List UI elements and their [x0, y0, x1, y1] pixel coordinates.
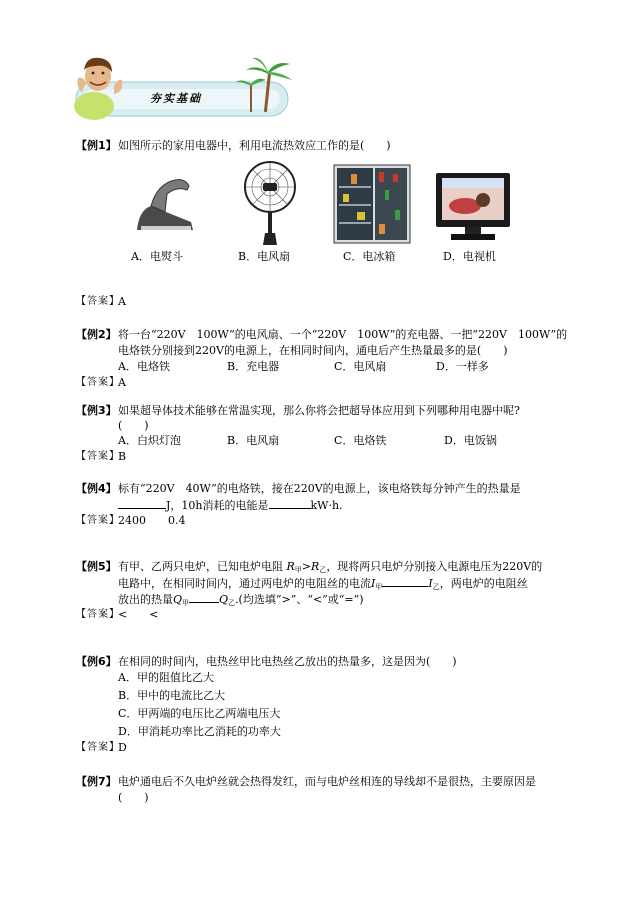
ex4-line2-end: kW·h.	[310, 499, 343, 512]
ex5-i-symbol: I	[371, 577, 376, 590]
ex5-tag: 【例5】	[76, 560, 117, 573]
ex2-tag: 【例2】	[76, 328, 117, 341]
header-illustration	[70, 52, 296, 124]
ex6-option-c: C．甲两端的电压比乙两端电压大	[118, 707, 281, 720]
ex6-answer: D	[118, 741, 127, 754]
fan-icon	[241, 161, 299, 247]
ex1-option-c: C．电冰箱	[343, 250, 396, 263]
ex5-r-symbol-2: R	[311, 560, 320, 573]
ex1-answer-tag: 【答案】	[76, 296, 120, 307]
iron-icon	[131, 176, 199, 234]
header-banner	[70, 52, 296, 124]
ex5-line1-text: 有甲、乙两只电炉，已知电炉电阻	[118, 560, 283, 573]
ex5-r-symbol: R	[286, 560, 295, 573]
ex1-option-d: D．电视机	[443, 250, 496, 263]
ex4-blank-energy[interactable]	[269, 497, 311, 509]
ex5-blank-current[interactable]	[382, 575, 428, 587]
fridge-icon	[333, 164, 411, 244]
ex1-question: 如图所示的家用电器中，利用电流热效应工作的是( )	[118, 139, 391, 152]
ex5-line1-end: ，现将两只电炉分别接入电源电压为220V的	[326, 560, 543, 573]
ex3-option-d: D．电饭锅	[444, 434, 497, 447]
ex5-answer: < <	[118, 608, 159, 621]
ex5-sub-yi: 乙	[319, 566, 327, 574]
ex4-line2-mid: J，10h消耗的电能是	[166, 499, 269, 512]
ex7-line2: ( )	[118, 791, 149, 804]
ex5-answer-tag: 【答案】	[76, 609, 120, 620]
ex5-gt: >	[301, 560, 312, 573]
ex7-tag: 【例7】	[76, 775, 117, 788]
ex2-option-d: D．一样多	[436, 360, 489, 373]
ex2-option-b: B．充电器	[227, 360, 280, 373]
ex2-option-c: C．电风扇	[334, 360, 387, 373]
ex5-line3-end: .(均选填“>”、“<”或“=”)	[235, 593, 364, 606]
ex6-option-b: B．甲中的电流比乙大	[118, 689, 226, 702]
ex2-option-a: A．电烙铁	[118, 360, 170, 373]
ex6-option-d: D．甲消耗功率比乙消耗的功率大	[118, 725, 281, 738]
ex5-i-symbol-2: I	[428, 577, 433, 590]
ex6-tag: 【例6】	[76, 655, 117, 668]
ex1-option-a: A．电熨斗	[131, 250, 183, 263]
ex2-line2: 电烙铁分别接到220V的电源上，在相同时间内，通电后产生热量最多的是( )	[118, 344, 508, 357]
ex3-line1: 如果超导体技术能够在常温实现，那么你将会把超导体应用到下列哪种用电器中呢?	[118, 404, 520, 417]
ex3-option-c: C．电烙铁	[334, 434, 387, 447]
ex1-answer: A	[118, 295, 126, 308]
ex3-option-a: A．白炽灯泡	[118, 434, 181, 447]
ex2-line1: 将一台“220V 100W”的电风扇、一个“220V 100W”的充电器、一把“220V 100W”的	[118, 328, 568, 341]
ex1-option-b: B．电风扇	[238, 250, 291, 263]
ex5-i-sub-jia: 甲	[375, 583, 383, 591]
ex4-answer: 2400 0.4	[118, 514, 186, 527]
ex2-answer-tag: 【答案】	[76, 377, 120, 388]
ex3-answer-tag: 【答案】	[76, 451, 120, 462]
ex4-blank-heat[interactable]	[118, 497, 166, 509]
ex5-line2-end: ，两电炉的电阻丝	[439, 577, 528, 590]
ex4-line1: 标有“220V 40W”的电烙铁，接在220V的电源上，该电烙铁每分钟产生的热量是	[118, 482, 521, 495]
ex5-line2-text: 电路中，在相同时间内，通过两电炉的电阻丝的电流	[118, 577, 371, 590]
ex5-q-sub-yi: 乙	[228, 599, 236, 607]
ex5-q-symbol: Q	[173, 593, 183, 606]
ex6-option-a: A．甲的阻值比乙大	[118, 671, 214, 684]
tv-icon	[435, 172, 511, 242]
ex4-answer-tag: 【答案】	[76, 515, 120, 526]
header-title: 夯实基础	[150, 92, 202, 105]
ex3-line2: ( )	[118, 419, 149, 432]
ex6-answer-tag: 【答案】	[76, 742, 120, 753]
ex5-blank-heat[interactable]	[189, 591, 219, 603]
ex1-tag: 【例1】	[76, 139, 117, 152]
ex3-tag: 【例3】	[76, 404, 117, 417]
ex5-i-sub-yi: 乙	[432, 583, 440, 591]
ex5-q-symbol-2: Q	[219, 593, 229, 606]
ex5-sub-jia: 甲	[294, 566, 302, 574]
ex4-line2	[118, 497, 343, 513]
ex2-answer: A	[118, 376, 126, 389]
ex6-question: 在相同的时间内，电热丝甲比电热丝乙放出的热量多，这是因为( )	[118, 655, 457, 668]
ex5-q-sub-jia: 甲	[182, 599, 190, 607]
ex3-option-b: B．电风扇	[227, 434, 280, 447]
ex4-tag: 【例4】	[76, 482, 117, 495]
ex7-line1: 电炉通电后不久电炉丝就会热得发红，而与电炉丝相连的导线却不是很热，主要原因是	[118, 775, 536, 788]
ex3-answer: B	[118, 450, 127, 463]
ex5-line3-text: 放出的热量	[118, 593, 173, 606]
